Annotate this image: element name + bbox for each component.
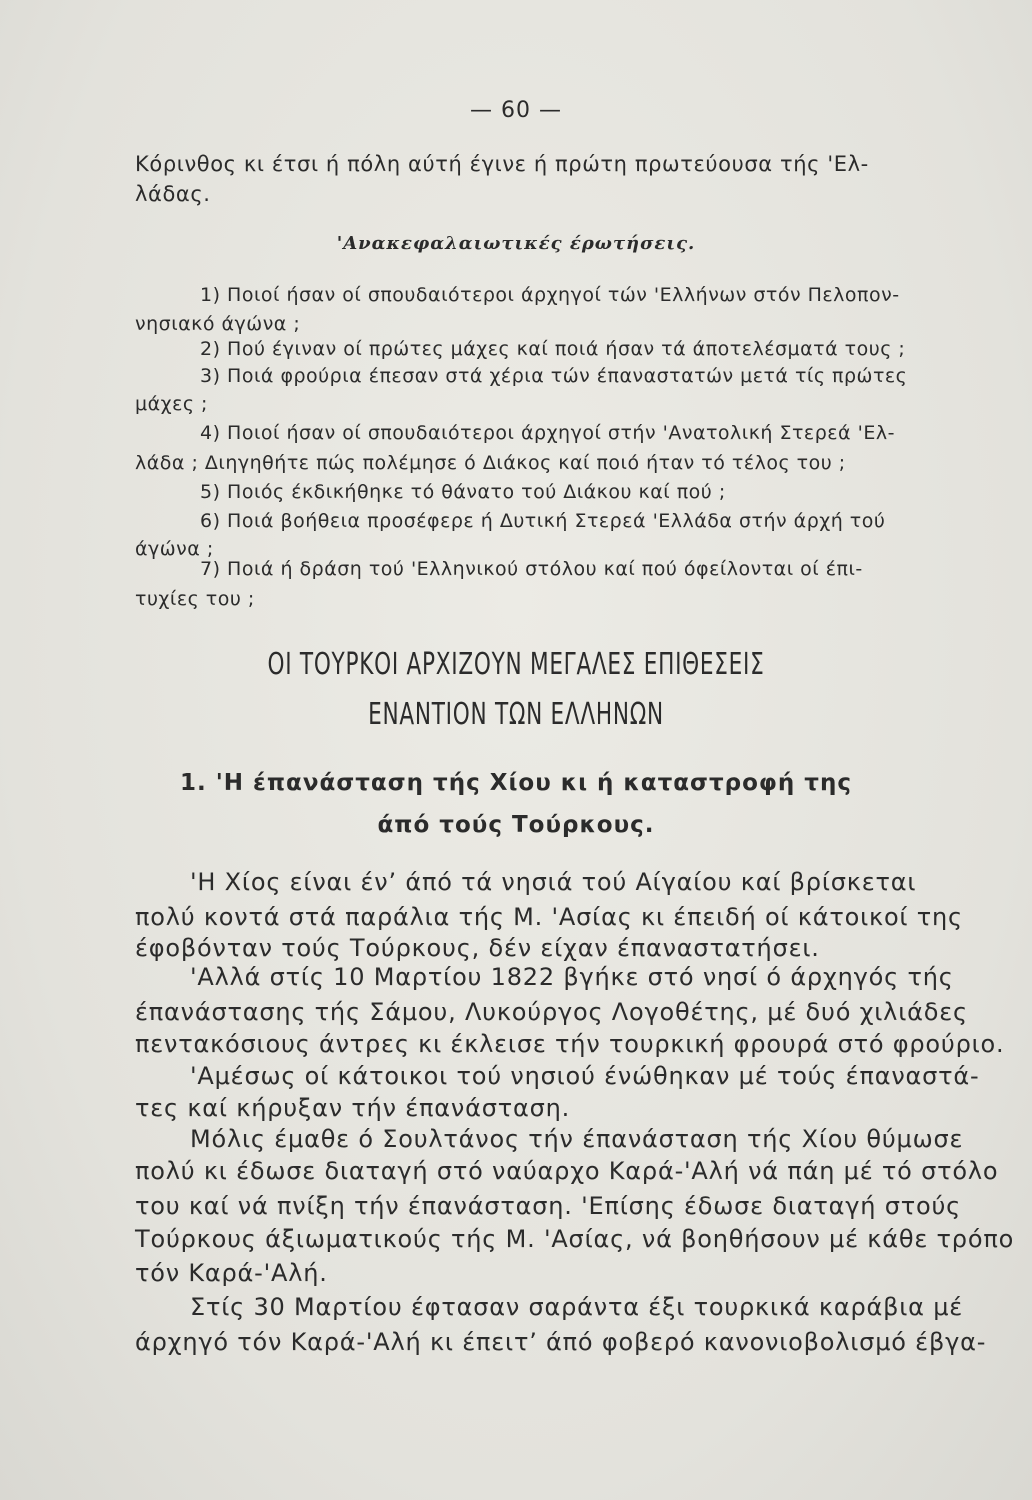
question-line: 5) Ποιός έκδικήθηκε τό θάνατο τού Διάκου καί πού ; bbox=[200, 481, 726, 503]
body-line: 'Αλλά στίς 10 Μαρτίου 1822 βγήκε στό νησί ό άρχηγός τής bbox=[190, 963, 954, 991]
questions-heading: 'Ανακεφαλαιωτικές έρωτήσεις. bbox=[336, 233, 696, 254]
chapter-title-line-2: ΕΝΑΝΤΙΟΝ ΤΩΝ ΕΛΛΗΝΩΝ bbox=[368, 697, 664, 732]
body-line: 'Αμέσως οί κάτοικοι τού νησιού ένώθηκαν μέ τούς έπαναστά- bbox=[190, 1062, 980, 1090]
question-line: 2) Πού έγιναν οί πρώτες μάχες καί ποιά ήσαν τά άποτελέσματά τους ; bbox=[200, 338, 906, 360]
question-line: 7) Ποιά ή δράση τού 'Ελληνικού στόλου καί πού όφείλονται οί έπι- bbox=[200, 558, 863, 580]
question-line: 6) Ποιά βοήθεια προσέφερε ή Δυτική Στερεά 'Ελλάδα στήν άρχή τού bbox=[200, 510, 886, 532]
question-line: 3) Ποιά φρούρια έπεσαν στά χέρια τών έπαναστατών μετά τίς πρώτες bbox=[200, 365, 908, 387]
question-line: 4) Ποιοί ήσαν οί σπουδαιότεροι άρχηγοί στήν 'Ανατολική Στερεά 'Ελ- bbox=[200, 422, 895, 444]
section-title-line-2: άπό τούς Τούρκους. bbox=[377, 812, 655, 838]
body-line: έπανάστασης τής Σάμου, Λυκούργος Λογοθέτης, μέ δυό χιλιάδες bbox=[135, 998, 968, 1026]
body-line: 'Η Χίος είναι ένʼ άπό τά νησιά τού Αίγαίου καί βρίσκεται bbox=[190, 868, 917, 896]
body-line: πολύ κι έδωσε διαταγή στό ναύαρχο Καρά-'Αλή νά πάη μέ τό στόλο bbox=[135, 1157, 999, 1185]
body-line: Μόλις έμαθε ό Σουλτάνος τήν έπανάσταση τής Χίου θύμωσε bbox=[190, 1125, 964, 1153]
body-line: του καί νά πνίξη τήν έπανάσταση. 'Επίσης έδωσε διαταγή στούς bbox=[135, 1192, 962, 1220]
question-line: 1) Ποιοί ήσαν οί σπουδαιότεροι άρχηγοί τών 'Ελλήνων στόν Πελοπον- bbox=[200, 284, 900, 306]
body-line: έφοβόνταν τούς Τούρκους, δέν είχαν έπαναστατήσει. bbox=[135, 934, 820, 962]
body-line: Στίς 30 Μαρτίου έφτασαν σαράντα έξι τουρκικά καράβια μέ bbox=[190, 1293, 964, 1321]
body-line: πολύ κοντά στά παράλια τής Μ. 'Ασίας κι έπειδή οί κάτοικοί της bbox=[135, 903, 963, 931]
chapter-title-line-1: ΟΙ ΤΟΥΡΚΟΙ ΑΡΧΙΖΟΥΝ ΜΕΓΑΛΕΣ ΕΠΙΘΕΣΕΙΣ bbox=[267, 647, 765, 682]
body-line: άρχηγό τόν Καρά-'Αλή κι έπειτʼ άπό φοβερό κανονιοβολισμό έβγα- bbox=[135, 1328, 987, 1356]
section-title-line-1: 1. 'Η έπανάσταση τής Χίου κι ή καταστροφή της bbox=[180, 770, 852, 796]
body-line: Τούρκους άξιωματικούς τής Μ. 'Ασίας, νά βοηθήσουν μέ κάθε τρόπο bbox=[135, 1225, 1015, 1253]
body-line: τες καί κήρυξαν τήν έπανάσταση. bbox=[135, 1094, 571, 1122]
intro-line-1: Κόρινθος κι έτσι ή πόλη αύτή έγινε ή πρώτη πρωτεύουσα τής 'Ελ- bbox=[135, 152, 869, 176]
question-line: άγώνα ; bbox=[135, 538, 214, 560]
question-line: νησιακό άγώνα ; bbox=[135, 313, 301, 335]
body-line: τόν Καρά-'Αλή. bbox=[135, 1259, 328, 1287]
question-line: λάδα ; Διηγηθήτε πώς πολέμησε ό Διάκος καί ποιό ήταν τό τέλος του ; bbox=[135, 452, 846, 474]
question-line: τυχίες του ; bbox=[135, 588, 255, 610]
question-line: μάχες ; bbox=[135, 393, 208, 415]
page-number: — 60 — bbox=[470, 98, 562, 123]
intro-line-2: λάδας. bbox=[135, 182, 211, 206]
body-line: πεντακόσιους άντρες κι έκλεισε τήν τουρκική φρουρά στό φρούριο. bbox=[135, 1030, 1005, 1058]
